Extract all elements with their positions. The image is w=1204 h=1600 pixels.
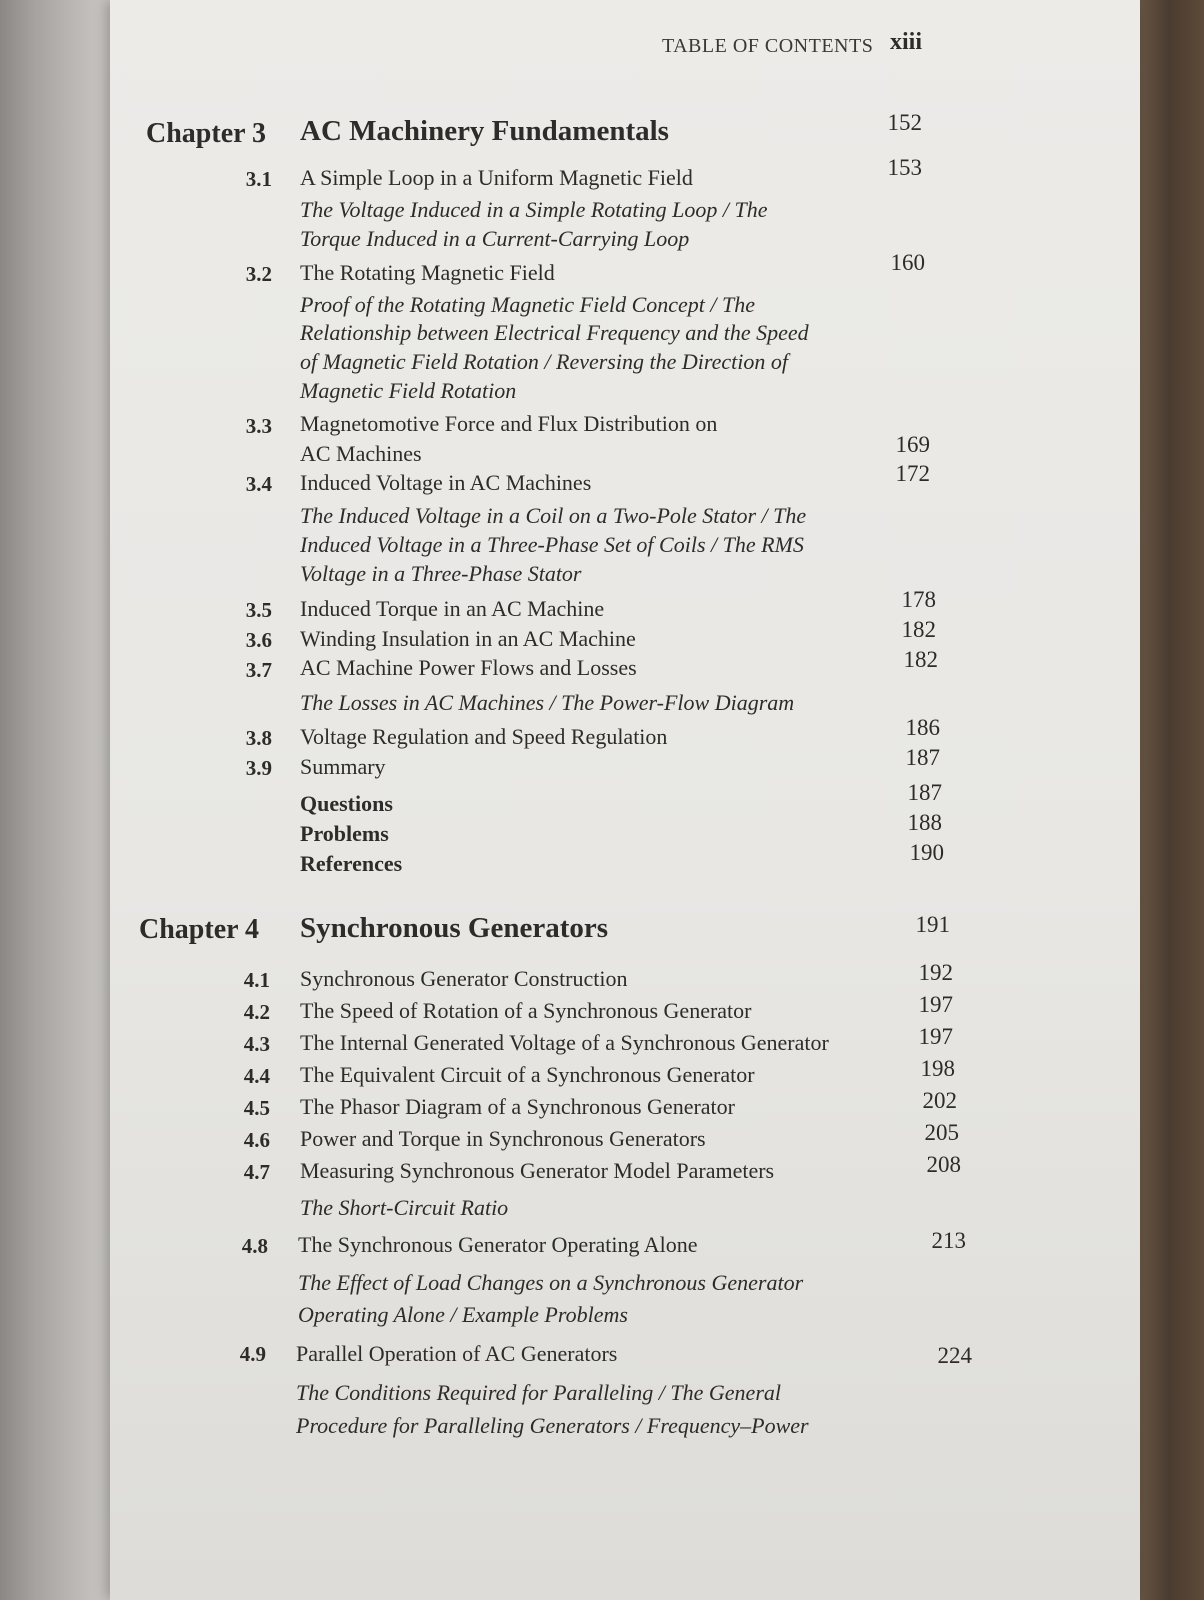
section-4-3-number: 4.3 [243, 1032, 270, 1056]
section-4-1-number: 4.1 [243, 968, 270, 992]
section-4-4-number: 4.4 [243, 1064, 270, 1088]
chapter-3-label: Chapter 3 [146, 118, 267, 149]
section-3-7-title: AC Machine Power Flows and Losses [300, 655, 637, 680]
section-3-3-title: Magnetomotive Force and Flux Distribution on [300, 411, 718, 436]
section-4-4-page: 198 [920, 1056, 955, 1081]
chapter-4-label: Chapter 4 [139, 914, 260, 945]
section-3-1-page: 153 [887, 155, 922, 180]
section-3-8-number: 3.8 [245, 726, 272, 750]
running-head: TABLE OF CONTENTS [662, 35, 874, 57]
section-3-7-page: 182 [903, 647, 938, 672]
section-4-8-page: 213 [931, 1228, 966, 1253]
section-3-2-subtopics: Relationship between Electrical Frequency and the Speed [300, 320, 809, 345]
section-3-2-page: 160 [890, 250, 925, 275]
chapter-4-title: Synchronous Generators [300, 912, 609, 944]
section-3-4-title: Induced Voltage in AC Machines [300, 470, 592, 495]
section-4-7-number: 4.7 [243, 1160, 270, 1184]
section-4-5-page: 202 [922, 1088, 957, 1113]
section-4-9-page: 224 [937, 1343, 972, 1368]
section-4-2-number: 4.2 [243, 1000, 270, 1024]
section-4-1-title: Synchronous Generator Construction [300, 966, 628, 991]
book-spine-shadow [0, 0, 120, 1600]
section-3-5-page: 178 [901, 587, 936, 612]
section-3-6-title: Winding Insulation in an AC Machine [300, 626, 636, 651]
section-4-8-number: 4.8 [241, 1234, 268, 1258]
section-4-7-page: 208 [926, 1152, 961, 1177]
section-3-9-page: 187 [905, 745, 940, 770]
section-4-9-title: Parallel Operation of AC Generators [296, 1341, 618, 1366]
table-background [1134, 0, 1204, 1600]
section-3-3-number: 3.3 [245, 414, 272, 438]
section-3-1-title: A Simple Loop in a Uniform Magnetic Field [300, 165, 693, 190]
section-3-1-subtopics: The Voltage Induced in a Simple Rotating Loop / The [300, 197, 768, 222]
section-3-1-number: 3.1 [245, 167, 272, 191]
section-4-9-subtopics: Procedure for Paralleling Generators / Frequency–Power [296, 1413, 809, 1438]
section-4-8-subtopics: The Effect of Load Changes on a Synchronous Generator [298, 1270, 804, 1295]
references-entry: References [300, 851, 403, 876]
section-3-2-subtopics: Magnetic Field Rotation [300, 378, 517, 403]
section-4-2-title: The Speed of Rotation of a Synchronous Generator [300, 998, 752, 1023]
section-3-9-title: Summary [300, 754, 386, 779]
section-4-7-title: Measuring Synchronous Generator Model Parameters [300, 1158, 775, 1183]
section-4-7-subtopics: The Short-Circuit Ratio [300, 1195, 509, 1220]
references-page: 190 [909, 840, 944, 865]
section-3-3-page: 169 [895, 432, 930, 457]
section-3-2-number: 3.2 [245, 262, 272, 286]
section-4-9-number: 4.9 [239, 1342, 266, 1366]
section-3-3-title-continued: AC Machines [300, 441, 422, 466]
section-3-8-title: Voltage Regulation and Speed Regulation [300, 724, 668, 749]
section-4-6-title: Power and Torque in Synchronous Generators [300, 1126, 706, 1151]
section-4-3-page: 197 [918, 1024, 953, 1049]
section-4-5-title: The Phasor Diagram of a Synchronous Generator [300, 1094, 735, 1119]
section-3-4-subtopics: Voltage in a Three-Phase Stator [300, 561, 582, 586]
section-3-9-number: 3.9 [245, 756, 272, 780]
section-3-4-page: 172 [895, 461, 930, 486]
page-folio: xiii [890, 29, 923, 55]
section-4-8-subtopics: Operating Alone / Example Problems [298, 1302, 628, 1327]
section-4-6-number: 4.6 [243, 1128, 270, 1152]
section-3-4-subtopics: Induced Voltage in a Three-Phase Set of Coils / The RMS [300, 532, 804, 557]
section-4-1-page: 192 [918, 960, 953, 985]
section-4-2-page: 197 [918, 992, 953, 1017]
section-4-8-title: The Synchronous Generator Operating Alone [298, 1232, 698, 1257]
section-4-3-title: The Internal Generated Voltage of a Synchronous Generator [300, 1030, 829, 1055]
section-3-6-page: 182 [901, 617, 936, 642]
problems-entry: Problems [300, 821, 389, 846]
questions-page: 187 [907, 780, 942, 805]
section-3-5-title: Induced Torque in an AC Machine [300, 596, 605, 621]
section-3-5-number: 3.5 [245, 598, 272, 622]
section-3-8-page: 186 [905, 715, 940, 740]
section-3-4-number: 3.4 [245, 472, 272, 496]
section-4-9-subtopics: The Conditions Required for Paralleling / The General [296, 1380, 781, 1405]
questions-entry: Questions [300, 791, 393, 816]
problems-page: 188 [907, 810, 942, 835]
section-4-6-page: 205 [924, 1120, 959, 1145]
section-3-2-subtopics: Proof of the Rotating Magnetic Field Concept / The [300, 292, 755, 317]
section-3-7-number: 3.7 [245, 658, 272, 682]
section-3-2-title: The Rotating Magnetic Field [300, 260, 555, 285]
section-4-5-number: 4.5 [243, 1096, 270, 1120]
chapter-3-page: 152 [887, 110, 922, 135]
section-3-6-number: 3.6 [245, 628, 272, 652]
section-3-1-subtopics: Torque Induced in a Current-Carrying Loop [300, 226, 690, 251]
section-3-4-subtopics: The Induced Voltage in a Coil on a Two-Pole Stator / The [300, 503, 807, 528]
section-3-7-subtopics: The Losses in AC Machines / The Power-Flow Diagram [300, 690, 795, 715]
chapter-4-page: 191 [915, 912, 950, 937]
section-4-4-title: The Equivalent Circuit of a Synchronous Generator [300, 1062, 755, 1087]
section-3-2-subtopics: of Magnetic Field Rotation / Reversing the Direction of [300, 349, 788, 374]
chapter-3-title: AC Machinery Fundamentals [300, 115, 669, 147]
